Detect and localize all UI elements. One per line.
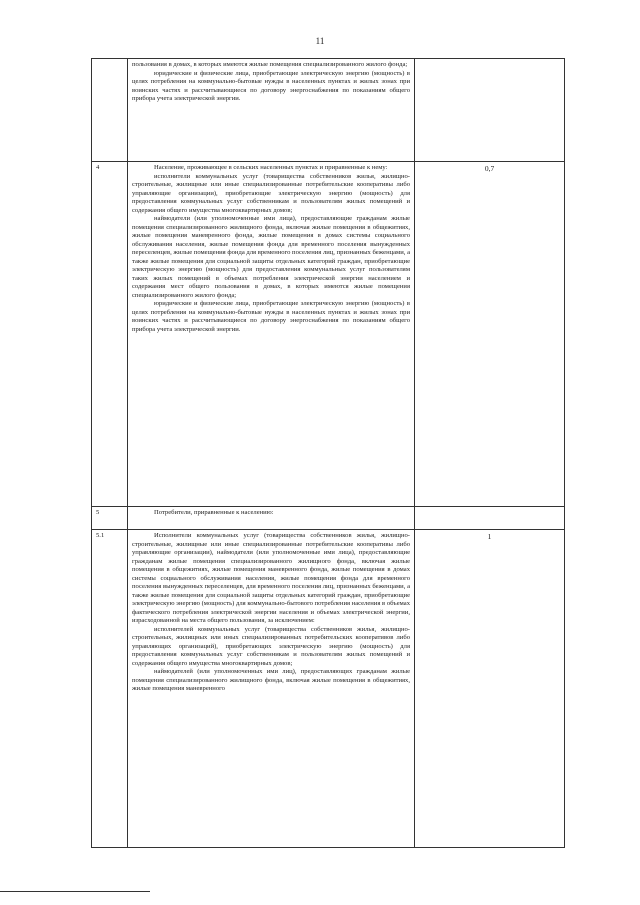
row-value (415, 59, 565, 162)
table-row (92, 507, 565, 530)
table-row (92, 59, 565, 162)
paragraph: Исполнители коммунальных услуг (товарищества собственников жилья, жилищно-строительные, жилищные или иные специализированные потребительские кооперативы либо управляющие организации), наймодатели (или уполномоченные ими лица), предоставляющие гражданам жилые помещения специализированного жилищного фонда, включая жилые помещения в общежитиях, жилые помещения маневренного фонда, жилые помещения в домах системы социального обслуживания населения, жилые помещения фонда для временного поселения вынужденных переселенцев, для временного поселения лиц, признанных беженцами, а также жилые помещения для социальной защиты отдельных категорий граждан, приобретающие электрическую энергию (мощность) для коммунально-бытового потребления населения в объемах фактического потребления электрической энергии населения и объемах электрической энергии, израсходованной на места общего пользования, за исключением: (132, 532, 410, 624)
tariff-table (91, 58, 565, 848)
row-number: 4 (92, 162, 128, 507)
paragraph: пользования в домах, в которых имеются жилые помещения специализированного жилого фонда; (132, 61, 408, 68)
paragraph: наймодатели (или уполномоченные ими лица), предоставляющие гражданам жилые помещения специализированного жилищного фонда, включая жилые помещения в общежитиях, жилые помещения маневренного фонда, жилые помещения в домах системы социального обслуживания населения, жилые помещения фонда для временного поселения вынужденных переселенцев, жилые помещения фонда для временного поселения лиц, признанных беженцами, а также жилые помещения для социальной защиты отдельных категорий граждан, приобретающие электрическую энергию (мощность) для предоставления коммунальных услуг пользователям таких жилых помещений в объемах потребления электрической энергии населением и содержания мест общего пользования в домах, в которых имеются жилые помещения специализированного жилого фонда; (132, 215, 410, 299)
footnote-rule (0, 891, 150, 892)
paragraph: исполнители коммунальных услуг (товарищества собственников жилья, жилищно-строительные, жилищные или иные специализированные потребительские кооперативы либо управляющие организации), приобретающие электрическую энергию (мощность) для предоставления коммунальных услуг собственникам и пользователям жилых помещений и содержания общего имущества многоквартирных домов; (132, 172, 410, 214)
row-value: 0,7 (415, 162, 565, 507)
paragraph: Потребители, приравненные к населению: (154, 509, 274, 516)
paragraph: юридические и физические лица, приобретающие электрическую энергию (мощность) в целях потребления на коммунально-бытовые нужды в населенных пунктах и жилых зонах при воинских частях и рассчитывающиеся по договору энергоснабжения по показаниям общего прибора учета электрической энергии. (132, 300, 410, 333)
row-description (128, 59, 415, 162)
row-description (128, 162, 415, 507)
paragraph: исполнителей коммунальных услуг (товарищества собственников жилья, жилищно-строительных, жилищных или иных специализированных потребительских кооперативов либо управляющих организаций), приобретающих электрическую энергию (мощность) для предоставления коммунальных услуг собственникам и пользователям жилых помещений и содержания общего имущества многоквартирных домов; (132, 625, 410, 667)
row-value: 1 (415, 530, 565, 848)
row-value (415, 507, 565, 530)
row-number (92, 59, 128, 162)
paragraph: Население, проживающее в сельских населенных пунктах и приравненные к нему: (154, 164, 388, 171)
page-number: 11 (315, 36, 325, 46)
row-number: 5.1 (92, 530, 128, 848)
row-description (128, 507, 415, 530)
row-description (128, 530, 415, 848)
table-row (92, 530, 565, 848)
row-number: 5 (92, 507, 128, 530)
table-row (92, 162, 565, 507)
paragraph: юридические и физические лица, приобретающие электрическую энергию (мощность) в целях потребления на коммунально-бытовые нужды в населенных пунктах и жилых зонах при воинских частях и рассчитывающиеся по договору энергоснабжения по показаниям общего прибора учета электрической энергии. (132, 69, 410, 102)
paragraph: наймодателей (или уполномоченных ими лиц), предоставляющих гражданам жилые помещения специализированного жилищного фонда, включая жилые помещения в общежитиях, жилые помещения маневренного (132, 668, 410, 692)
